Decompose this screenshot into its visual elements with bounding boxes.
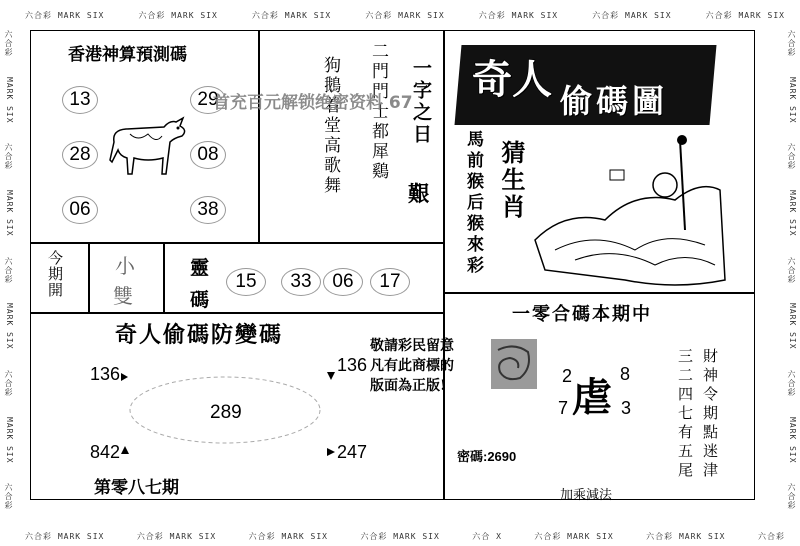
fangbian-title: 奇人偷碼防變碼 [115, 322, 284, 348]
border-text: 六合彩 [4, 30, 13, 57]
fangbian-number: 136 [90, 364, 121, 384]
border-text: 六合彩 MARK SIX [534, 532, 614, 541]
current-ma: 碼 [190, 289, 210, 311]
big-char: 虐 [572, 374, 612, 421]
border-text: MARK SIX [5, 303, 14, 350]
border-text: 六合彩 [4, 369, 13, 397]
current-number: 15 [226, 268, 266, 296]
period-label: 第零八七期 [94, 478, 179, 498]
arrow-icon [120, 372, 130, 382]
divider [258, 30, 260, 242]
arrow-icon [326, 371, 336, 381]
verse-char: 艱 [408, 181, 429, 206]
predict-number: 06 [62, 196, 98, 224]
arrow-icon [120, 445, 130, 455]
predict-number: 08 [190, 141, 226, 169]
border-text: 六合彩 [4, 483, 13, 510]
border-text: 六合彩 [757, 532, 785, 541]
border-text: 六合彩 [787, 143, 796, 171]
guess-poem: 馬前猴后猴來彩 [463, 130, 483, 277]
current-label: 今期開 [46, 250, 64, 298]
notice-line: 敬請彩民留意 [370, 338, 454, 354]
notice-text [370, 336, 454, 396]
divider [30, 242, 444, 244]
border-text: 六合彩 MARK SIX [360, 532, 440, 541]
border-text: 六合彩 MARK SIX [705, 11, 785, 20]
border-text: 六合彩 MARK SIX [248, 532, 328, 541]
right-border-strip [786, 30, 797, 510]
border-text: 六合彩 MARK SIX [365, 11, 445, 20]
verse-col2: 二門門士都犀鷄 [368, 42, 388, 182]
top-border-strip [25, 10, 785, 21]
digit: 3 [621, 398, 632, 418]
divider [163, 242, 165, 312]
border-text: MARK SIX [5, 190, 14, 237]
predict-number: 38 [190, 196, 226, 224]
notice-line: 版面為正版! [370, 378, 447, 394]
guess-title: 猜生肖 [497, 140, 526, 221]
side-col2: 財神令期點迷津 [701, 348, 719, 481]
verse-col3: 一字之日 [410, 58, 432, 146]
fangbian-number: 842 [90, 442, 121, 462]
border-text: 六合彩 MARK SIX [478, 11, 559, 20]
divider [88, 242, 90, 312]
border-text: 六合彩 MARK SIX [25, 532, 105, 541]
border-text: 六合彩 [787, 30, 796, 57]
border-text: 六合彩 [4, 256, 13, 284]
method-text: 加乘減法 [560, 488, 613, 503]
border-text: MARK SIX [788, 190, 797, 237]
notice-line: 凡有此商標的 [370, 358, 454, 374]
border-text: 六合彩 MARK SIX [646, 532, 726, 541]
border-text: MARK SIX [788, 303, 797, 350]
border-text: 六合彩 MARK SIX [25, 11, 105, 20]
predict-number: 13 [62, 86, 98, 114]
current-ling: 靈 [190, 257, 210, 279]
predict-title: 香港神算預測碼 [68, 45, 187, 65]
border-text: 六合彩 MARK SIX [136, 532, 217, 541]
fangbian-center: 289 [210, 402, 242, 423]
current-number: 17 [370, 268, 410, 296]
border-text: MARK SIX [788, 76, 797, 124]
predict-number: 28 [62, 141, 98, 169]
scholar-illustration [525, 130, 740, 290]
border-text: 六合彩 MARK SIX [138, 11, 218, 20]
divider [30, 312, 444, 314]
cow-icon [108, 112, 190, 187]
border-text: 六合彩 [787, 256, 796, 284]
border-text: MARK SIX [788, 416, 797, 464]
current-double: 雙 [113, 284, 133, 308]
watermark-text: 首充百元解锁绝密资料 67 [213, 93, 413, 113]
fangbian-number: 247 [337, 442, 368, 462]
digit: 7 [558, 398, 569, 418]
current-number: 06 [323, 268, 363, 296]
divider [443, 292, 755, 294]
verse-col1: 狗鵝着堂高歌舞 [320, 56, 340, 196]
heyma-title: 一零合碼本期中 [512, 304, 652, 325]
digit: 8 [620, 364, 631, 384]
code-text: 密碼:2690 [457, 449, 517, 464]
digit: 2 [562, 366, 573, 386]
border-text: 六合彩 MARK SIX [592, 11, 672, 20]
border-text: MARK SIX [5, 416, 14, 464]
border-text: 六合彩 MARK SIX [251, 11, 332, 20]
fangbian-number: 136 [337, 355, 368, 375]
logo-line2: 偷碼圖 [560, 82, 669, 120]
logo-line1: 奇人 [472, 56, 552, 103]
current-small: 小 [115, 254, 135, 278]
divider [443, 30, 445, 500]
border-text: 六合彩 [4, 143, 13, 171]
predict-number: 29 [190, 86, 226, 114]
border-text: 六合彩 [787, 483, 796, 510]
arrow-icon [326, 447, 336, 457]
left-border-strip [3, 30, 14, 510]
stamp-image [490, 338, 538, 390]
border-text: MARK SIX [5, 76, 14, 124]
current-number: 33 [281, 268, 321, 296]
border-text: 六合 X [472, 532, 502, 541]
side-col1: 三二四七有五尾 [676, 348, 694, 481]
bottom-border-strip [25, 531, 785, 542]
border-text: 六合彩 [787, 369, 796, 397]
